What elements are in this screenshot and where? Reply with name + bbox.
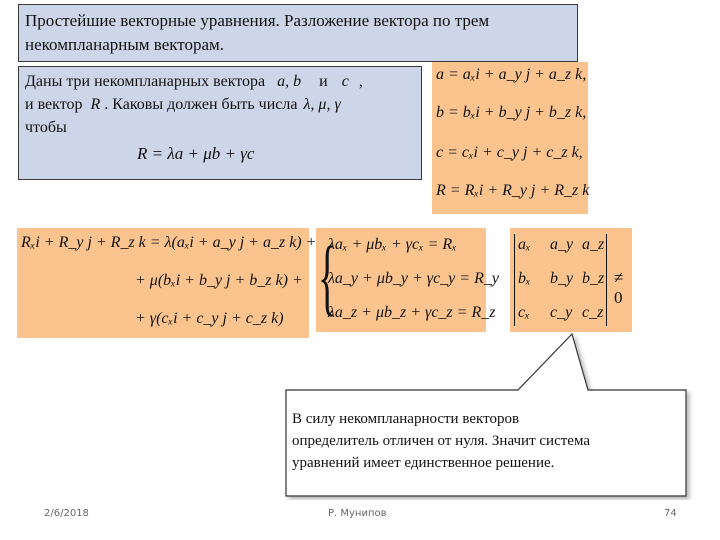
task-vector-c: c bbox=[341, 73, 349, 90]
det-cell: c_z bbox=[582, 304, 604, 321]
task-line2-pre: и вектор bbox=[25, 96, 83, 113]
callout-line-2: определитель отличен от нуля. Значит система bbox=[292, 433, 590, 449]
system-equation-1: λaₓ + μbₓ + γcₓ = Rₓ bbox=[328, 236, 457, 253]
footer-date: 2/6/2018 bbox=[44, 508, 89, 519]
det-cell: cₓ bbox=[518, 304, 530, 321]
footer-page-number: 74 bbox=[664, 508, 677, 519]
slide-title bbox=[18, 4, 578, 62]
task-line-1 bbox=[25, 71, 363, 93]
task-greek-coefficients: λ, μ, γ bbox=[303, 96, 341, 113]
determinant-left-bar bbox=[514, 234, 515, 326]
task-vectors-ab: a, b bbox=[277, 73, 302, 90]
task-line-3: чтобы bbox=[25, 119, 67, 136]
task-line-2 bbox=[25, 94, 341, 116]
decomposition-r: R = Rₓi + R_y j + R_z k bbox=[436, 182, 590, 199]
det-cell: b_z bbox=[582, 270, 605, 287]
task-and: и bbox=[319, 73, 328, 90]
expansion-row-2: + μ(bₓi + b_y j + b_z k) + bbox=[135, 272, 303, 289]
callout-line-3: уравнений имеет единственное решение. bbox=[292, 455, 555, 471]
expansion-equation bbox=[17, 228, 317, 338]
task-equation: R = λa + μb + γc bbox=[137, 144, 255, 163]
decomposition-c: c = cₓi + c_y j + c_z k, bbox=[436, 144, 583, 161]
system-brace: { bbox=[318, 228, 337, 324]
task-comma: , bbox=[358, 73, 363, 90]
footer-author: Р. Мунипов bbox=[328, 508, 387, 519]
system-equation-3: λa_z + μb_z + γc_z = R_z bbox=[328, 304, 496, 321]
expansion-row-3: + γ(cₓi + c_y j + c_z k) bbox=[135, 310, 284, 327]
det-cell: bₓ bbox=[518, 270, 531, 287]
det-cell: aₓ bbox=[518, 236, 531, 253]
determinant-nonzero: ≠ 0 bbox=[614, 268, 624, 307]
det-cell: b_y bbox=[550, 270, 574, 287]
det-cell: c_y bbox=[550, 304, 573, 321]
task-statement bbox=[18, 66, 422, 180]
decomposition-b: b = bₓi + b_y j + b_z k, bbox=[436, 104, 587, 121]
decomposition-a: a = aₓi + a_y j + a_z k, bbox=[436, 66, 587, 83]
determinant-right-bar bbox=[606, 234, 607, 326]
callout-text bbox=[292, 408, 696, 474]
task-line2-text: . Каковы должен быть числа bbox=[104, 96, 298, 113]
task-line1-text: Даны три некомпланарных вектора bbox=[25, 73, 266, 90]
task-vector-r: R bbox=[90, 96, 101, 113]
linear-system bbox=[316, 228, 499, 332]
callout-line-1: В силу некомпланарности векторов bbox=[292, 411, 520, 427]
expansion-row-1: Rₓi + R_y j + R_z k = λ(aₓi + a_y j + a_z k) + bbox=[21, 234, 317, 251]
vector-decompositions bbox=[432, 62, 588, 214]
det-cell: a_z bbox=[582, 236, 605, 253]
title-line-1: Простейшие векторные уравнения. Разложение вектора по трем bbox=[25, 11, 490, 30]
determinant bbox=[510, 228, 632, 332]
title-line-2: некомпланарным векторам. bbox=[25, 35, 225, 54]
system-equation-2: λa_y + μb_y + γc_y = R_y bbox=[328, 270, 499, 287]
det-cell: a_y bbox=[550, 236, 574, 253]
